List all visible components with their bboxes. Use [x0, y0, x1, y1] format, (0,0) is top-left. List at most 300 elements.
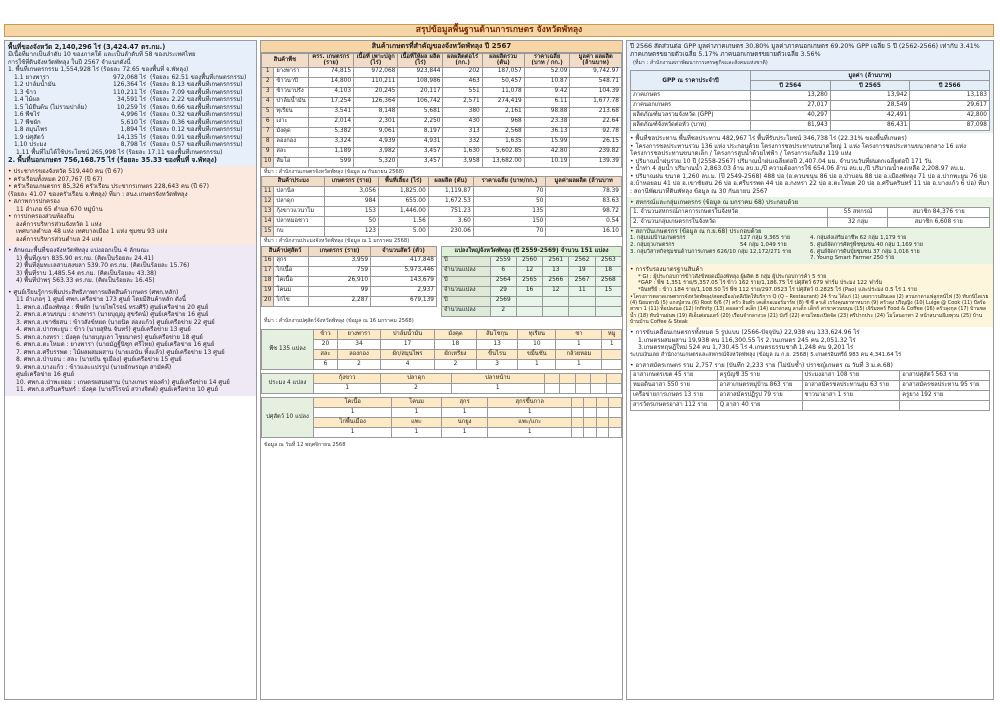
table-cell: 2,568 — [482, 127, 524, 137]
table-cell: 15.99 — [524, 137, 570, 147]
bullet-line: • ปริมาณน้ำฝนรวม 10 ปี (2558-2567) ปริมาณน้ำฝนเฉลี่ยต่อปี 2,407.04 มม. จำนวนวันที่ฝนตกเฉลี่ยต่อปี 171 วัน — [630, 157, 932, 165]
table-cell: 6.11 — [524, 97, 570, 107]
table-row — [262, 384, 622, 394]
center-line: 8. ศพก.อ.ป่าบอน : สละ (นายบัน ชูเมือง) ศูนย์เครือข่าย 15 ศูนย์ — [16, 356, 182, 364]
table-cell: 32 กลุ่ม — [828, 217, 888, 227]
table-cell: 10.87 — [524, 77, 570, 87]
table-row — [262, 296, 437, 306]
table-row — [631, 207, 990, 217]
table-row — [631, 400, 990, 410]
table-cell: 1 — [441, 428, 488, 438]
table-cell: เครือข่ายการเกษตร 13 ราย — [631, 390, 718, 400]
table-cell: โคเนื้อ — [314, 398, 392, 408]
crops-table — [261, 53, 622, 168]
table-row — [262, 374, 622, 384]
local-line: เทศบาลตำบล 48 แห่ง เทศบาลเมือง 1 แห่ง ชุมชน 93 แห่ง — [16, 228, 168, 236]
table-cell: 12 — [543, 286, 569, 296]
table-cell: 50,457 — [482, 77, 524, 87]
table-cell: จำนวนแปลง — [442, 266, 491, 276]
table-cell: 15 — [262, 227, 274, 237]
table-cell: 106,742 — [398, 97, 443, 107]
table-cell: 2563 — [595, 256, 621, 266]
table-cell: 6 — [314, 360, 338, 370]
table-cell: 2. จำนวนกลุ่มเกษตรกรในจังหวัด — [631, 217, 828, 227]
table-cell: 313 — [443, 127, 482, 137]
source-note: ข้อมูล ณ วันที่ 12 พฤศจิกายน 2568 — [264, 442, 346, 448]
table-cell — [591, 384, 606, 394]
table-cell: สมาชิก 6,608 ราย — [888, 217, 990, 227]
livestock-table — [261, 246, 437, 307]
ag-item-percent: (ร้อยละ 0.91 ของพื้นที่เกษตรกรรม) — [150, 133, 243, 141]
table-cell: ผลิตภัณฑ์จังหวัดต่อหัว (บาท) — [631, 121, 751, 131]
table-cell: 26,910 — [309, 276, 371, 286]
table-cell: 1 — [488, 428, 572, 438]
table-cell: ปาล์มน้ำมัน — [274, 97, 308, 107]
ag-item-name: 1.9 ปศุสัตว์ — [14, 133, 44, 141]
group-count — [740, 249, 810, 256]
table-header-row — [262, 177, 622, 187]
ag-item-value: 4,996 ไร่ — [120, 111, 146, 119]
gpp-year: ปี 2565 — [830, 81, 910, 91]
ag-list — [8, 74, 253, 149]
table-cell: 11 — [569, 286, 595, 296]
table-cell — [543, 306, 569, 316]
table-cell: 123 — [325, 227, 379, 237]
table-cell: 2561 — [543, 256, 569, 266]
cert-gap: *GAP : พืช 1,351 ราย/5,357.05 ไร่ ข้าว 162 ราย/1,186.75 ไร่ ปศุสัตว์ 679 ฟาร์ม ประมง 122 ฟาร์ม — [638, 280, 883, 287]
table-cell: 19 — [262, 286, 274, 296]
table-cell: 12 — [516, 266, 542, 276]
table-cell: สารวัตรเกษตรอาสา 112 ราย — [631, 400, 718, 410]
table-cell: 551 — [443, 87, 482, 97]
table-cell: 1 — [441, 408, 488, 418]
bullet-list — [630, 135, 990, 173]
table-cell: อาสาเกษตรเขต 45 ราย — [631, 370, 718, 380]
table-cell — [591, 374, 606, 384]
table-cell — [609, 428, 622, 438]
table-cell: ชาวนาอาสา 1 ราย — [802, 390, 900, 400]
table-cell: กุ้งขาวแวนาไม — [274, 207, 325, 217]
table-cell: 3,959 — [309, 256, 371, 266]
group-name: 3. กลุ่มวิสาหกิจชุมชนด้านการเกษตร 626/10 กลุ่ม 12,172/271 ราย — [630, 248, 792, 255]
local-line: องค์การบริหารส่วนตำบล 24 แห่ง — [16, 235, 103, 243]
table-cell: 29 — [490, 286, 516, 296]
table-cell: 599 — [308, 157, 353, 167]
table-cell: ข้าวนาปี — [274, 77, 308, 87]
table-cell: สมาชิก 84,376 ราย — [888, 207, 990, 217]
table-row — [262, 360, 622, 370]
table-cell: 74,815 — [308, 67, 353, 77]
local-line: องค์การบริหารส่วนจังหวัด 1 แห่ง — [16, 220, 102, 228]
table-row — [262, 286, 437, 296]
table-cell: 2,014 — [308, 117, 353, 127]
table-cell: ปี — [442, 256, 491, 266]
table-cell: 3,457 — [398, 147, 443, 157]
group-name: 1. กลุ่มแม่บ้านเกษตรกร — [630, 235, 686, 242]
table-cell: ภาคเกษตร — [631, 91, 751, 101]
cert-org: *อินทรีย์ : ข้าว 184 ราย/1,108.50 ไร่ พืช 112 ราย/297.0523 ไร่ ปศุสัตว์ 0.2825 ไร่ (Pao) และประมง 0.5 ไร่ 1 ราย — [638, 287, 917, 294]
mach-title: • การขับเคลื่อนเกษตรกรทั้งหมด 5 รูปแบบ (2566-ปัจจุบัน) 22,938 คน 133,624.96 ไร่ — [630, 329, 860, 337]
table-cell: 463 — [443, 77, 482, 87]
bullet-line: • โครงการชลประทานรวม 136 แห่ง ประกอบด้วย โครงการชลประทานขนาดใหญ่ 1 แห่ง โครงการชลประทานขนาดกลาง 16 แห่ง โครงการชลประทานขนาดเล็ก / โครงการสูบน้ำด้วยไฟฟ้า / โครงการแก้มลิง 119 แห่ง — [630, 142, 967, 158]
ag-item-name: 1.1 ยางพารา — [14, 73, 50, 81]
table-header: เนื้อที่ เพาะปลูก (ไร่) — [354, 53, 398, 67]
bullet-line: • น้ำท่า 4 ลุ่มน้ำ ปริมาณน้ำ 2,863.03 ล้าน ลบ.ม./ปี ความต้องการใช้ 654.06 ล้าน ลบ.ม./ปี ปริมาณน้ำคงเหลือ 2,208.97 ลบ.ม. — [630, 165, 966, 173]
admin-title: • สภาพการปกครอง — [8, 198, 60, 206]
table-cell: 1,672.53 — [428, 197, 473, 207]
table-cell: 5,382 — [308, 127, 353, 137]
population-line: • ครัวเรือนทั้งหมด 207,767 (ปี 67) — [8, 175, 103, 183]
table-cell: 2564 — [490, 276, 516, 286]
ag-item-percent: (ร้อยละ 0.36 ของพื้นที่เกษตรกรรม) — [150, 118, 243, 126]
table-cell: 12 — [262, 197, 274, 207]
table-row — [262, 107, 622, 117]
ag-item-name: 1.3 ข้าว — [14, 88, 37, 96]
table-cell: อาสาสมัครชลประทาน 95 ราย — [900, 380, 990, 390]
table-cell: 2,937 — [371, 286, 437, 296]
group-line — [630, 255, 990, 262]
table-cell: 5,602.85 — [482, 147, 524, 157]
table-cell: 55 สหกรณ์ — [828, 207, 888, 217]
table-cell: 13 — [476, 340, 517, 350]
table-row — [631, 370, 990, 380]
table-cell: 230.06 — [428, 227, 473, 237]
table-cell: 2,301 — [354, 117, 398, 127]
table-cell — [560, 374, 575, 384]
table-header: มูลค่า ผลผลิต (ล้านบาท) — [570, 53, 622, 67]
table-cell: 3,056 — [325, 187, 379, 197]
table-cell — [802, 400, 900, 410]
source-note: ที่มา : สำนักงานปศุสัตว์จังหวัดพัทลุง (ข้อมูล ณ 16 มกราคม 2568) — [264, 317, 414, 324]
table-header-row — [262, 53, 622, 67]
table-cell: 2567 — [569, 276, 595, 286]
table-cell: 104.39 — [570, 87, 622, 97]
rain-text: • ปริมาณฝน ขนาด 1,260 ลบ.ม. (ปี 2549-2568) 488 บ่อ (อ.ควนขนุน 86 บ่อ อ.ป่าบอน 88 บ่อ อ.เมืองพัทลุง 71 บ่อ อ.ปากพะยูน 76 บ่อ อ.บ้าหอยอม 41 บ่อ อ.เขาชัยสน 26 บ่อ อ.ศรีบรรพต 44 บ่อ อ.กงหรา 22 บ่อ อ.ตะโหมด 20 บ่อ อ.ศรีนครินทร์ 11 บ่อ อ.บางแก้ว 6 บ่อ) ที่มา : สถานีพัฒนาที่ดินพัทลุง ข้อมูล ณ 30 กันยายน 2567 — [630, 172, 990, 195]
table-cell: 70 — [473, 187, 546, 197]
table-cell — [560, 384, 575, 394]
ag-item — [8, 111, 253, 119]
table-cell: 3,958 — [443, 157, 482, 167]
table-row — [631, 91, 990, 101]
group-name: 2. กลุ่มยุวเกษตรกร — [630, 241, 675, 248]
ag-item-name: 1.6 พืชไร่ — [14, 111, 40, 119]
table-cell — [516, 296, 542, 306]
ag-item-percent: (ร้อยละ 8.13 ของพื้นที่เกษตรกรรม) — [150, 81, 243, 89]
table-header: ผลผลิตรวม (ตัน) — [482, 53, 524, 67]
table-row — [262, 197, 622, 207]
table-cell: 1. จำนวนสหกรณ์ภาคการเกษตรในจังหวัด — [631, 207, 828, 217]
table-cell: 13 — [262, 207, 274, 217]
table-cell: ปลาหมอชาว — [274, 217, 325, 227]
table-cell: 3,541 — [308, 107, 353, 117]
crops-title: สินค้าเกษตรที่สำคัญของจังหวัดพัทลุง ปี 2567 — [261, 41, 622, 53]
group-other: 6. ศูนย์จัดการดินปุ๋ยชุมชน 37 กลุ่ม 1,016 ราย — [810, 248, 920, 255]
table-cell: ลองกอง — [337, 350, 380, 360]
table-cell: 17 — [262, 266, 274, 276]
table-cell: 50 — [473, 197, 546, 207]
table-cell — [596, 408, 608, 418]
ag-item-percent: (ร้อยละ 7.09 ของพื้นที่เกษตรกรรม) — [150, 88, 243, 96]
right-column — [626, 40, 994, 700]
table-cell: 5,973,446 — [371, 266, 437, 276]
table-cell: 92.78 — [570, 127, 622, 137]
table-row — [262, 187, 622, 197]
table-row — [262, 127, 622, 137]
table-cell: 28,549 — [830, 101, 910, 111]
table-cell: 1 — [392, 428, 441, 438]
table-cell: 3.60 — [428, 217, 473, 227]
ag-item — [8, 141, 253, 149]
table-cell: โคนม — [392, 398, 441, 408]
vol-title: • อาสาสมัครเกษตร รวม 2,757 ราย (บันทึก 2,233 ราย (ไม่นับซ้ำ) ปราชญ์เกษตร ณ วันที่ 3 ม.ค.68) — [630, 362, 893, 370]
table-cell: มังคุด — [435, 330, 477, 340]
gpp-source: (ที่มา : สำนักงานสภาพัฒนาการเศรษฐกิจและสังคมแห่งชาติ) — [633, 59, 768, 66]
table-row — [262, 330, 622, 340]
center-line: 10. ศพก.อ.ป่าพะยอม : เกษตรผสมผสาน (นางเกษร ทองคำ) ศูนย์เครือข่าย 14 ศูนย์ — [16, 378, 230, 386]
table-cell: 153 — [325, 207, 379, 217]
table-row — [262, 350, 622, 360]
table-cell: 2 — [435, 360, 477, 370]
table-cell: 213.68 — [570, 107, 622, 117]
table-cell — [606, 374, 622, 384]
table-cell: ยางพารา — [274, 67, 308, 77]
table-cell: ภาคนอกเกษตร — [631, 101, 751, 111]
mach-line: 3.เกษตรทฤษฎีใหม่ 524 คน 1,730.45 ไร่ 4.เกษตรธรรมชาติ 1,248 คน 9,201 ไร่ — [638, 344, 854, 352]
table-cell: ข้าว — [314, 330, 338, 340]
table-row — [262, 256, 437, 266]
table-cell: 126,364 — [354, 97, 398, 107]
table-row — [262, 266, 437, 276]
table-cell: 18 — [435, 340, 477, 350]
table-row — [262, 276, 437, 286]
table-cell: 20 — [314, 340, 338, 350]
table-cell: 9.42 — [524, 87, 570, 97]
group-line — [630, 242, 990, 249]
table-cell: 9 — [262, 147, 274, 157]
table-cell: ผัก/สมุนไพร — [381, 350, 435, 360]
population-line: • ครัวเรือนเกษตรกร 85,326 ครัวเรือน ประชากรเกษตร 228,643 คน (ปี 67) — [8, 183, 209, 191]
table-header: สินค้าประมง — [262, 177, 325, 187]
ag-item-percent: (ร้อยละ 2.22 ของพื้นที่เกษตรกรรม) — [150, 96, 243, 104]
ag-item-name: 1.8 สมุนไพร — [14, 126, 48, 134]
table-cell: ครูยาง 192 ราย — [900, 390, 990, 400]
table-cell: ส้มโอ — [274, 157, 308, 167]
gpp-year: ปี 2564 — [751, 81, 831, 91]
table-cell: 11,078 — [482, 87, 524, 97]
center-line: 4. ศพก.อ.ปากพะยูน : ข้าว (นายสุทิน จันทร์) ศูนย์เครือข่าย 13 ศูนย์ — [16, 326, 191, 334]
table-row — [631, 217, 990, 227]
table-cell: 972,068 — [354, 67, 398, 77]
table-cell: 8,197 — [398, 127, 443, 137]
table-cell — [571, 398, 583, 408]
table-cell: 22.64 — [570, 117, 622, 127]
table-row — [631, 111, 990, 121]
table-cell — [544, 384, 559, 394]
table-cell: จำนวนแปลง — [442, 286, 491, 296]
table-cell: 83.63 — [546, 197, 622, 207]
table-cell: 1 — [488, 408, 572, 418]
table-cell: ขมิ้นชัน — [518, 350, 556, 360]
table-row — [262, 418, 622, 428]
table-cell: 380 — [443, 107, 482, 117]
table-cell: 3,324 — [308, 137, 353, 147]
gpp-table — [630, 70, 990, 131]
table-cell — [571, 428, 583, 438]
center-line: 11. ศพก.อ.ศรีนครินทร์ : มังคุด (นายรีโรจน์ สว่างจิตต์) ศูนย์เครือข่าย 10 ศูนย์ — [16, 386, 219, 394]
table-cell: 968 — [482, 117, 524, 127]
table-cell: 17,254 — [308, 97, 353, 107]
table-cell: 23.38 — [524, 117, 570, 127]
table-cell: กบ — [274, 227, 325, 237]
table-cell: 417,848 — [371, 256, 437, 266]
table-cell: 2566 — [543, 276, 569, 286]
large-plot-title: แปลงใหญ่จังหวัดพัทลุง (ปี 2559-2569) จำนวน 151 แปลง — [442, 246, 622, 256]
table-cell — [571, 418, 583, 428]
table-cell: ประมงอาสา 108 ราย — [802, 370, 900, 380]
table-cell — [516, 306, 542, 316]
table-cell: 8,148 — [354, 107, 398, 117]
table-cell: 1,630 — [443, 147, 482, 157]
table-cell: ปลานิล — [274, 187, 325, 197]
table-cell: 4 — [262, 97, 274, 107]
table-cell: 655.00 — [379, 197, 429, 207]
source-note: ที่มา : สำนักงานประมงจังหวัดพัทลุง (ข้อมูล ณ 1 มกราคม 2568) — [264, 238, 410, 244]
table-cell: ชา — [556, 330, 602, 340]
table-row — [442, 296, 622, 306]
group-count: 127 กลุ่ม 9,365 ราย — [740, 235, 791, 242]
table-cell: 548.71 — [570, 77, 622, 87]
group-line — [630, 249, 990, 256]
table-row — [262, 207, 622, 217]
area-note: การใช้ที่ดินจังหวัดพัทลุง ในปี 2567 จำแนกดังนี้ — [8, 58, 131, 66]
table-cell: 0.54 — [546, 217, 622, 227]
table-cell — [584, 418, 596, 428]
table-cell: 3,457 — [398, 157, 443, 167]
table-row — [442, 266, 622, 276]
table-cell: 187,057 — [482, 67, 524, 77]
table-cell: 19 — [569, 266, 595, 276]
table-header: สินค้าพืช — [262, 53, 309, 67]
table-cell: 99 — [309, 286, 371, 296]
table-cell: 1 — [451, 384, 544, 394]
table-cell: 1 — [602, 340, 622, 350]
page-title: สรุปข้อมูลพื้นฐานด้านการเกษตร จังหวัดพัทลุง — [4, 24, 994, 37]
table-cell: โคเนื้อ — [274, 276, 309, 286]
table-cell: 2562 — [569, 256, 595, 266]
table-cell: 1 — [314, 408, 392, 418]
gpp-section — [627, 41, 993, 133]
population-line: (ร้อยละ 41.07 ของครัวเรือน จ.พัทลุง) ที่มา : สนง.เกษตรจังหวัดพัทลุง — [8, 190, 188, 198]
table-cell: 16 — [516, 286, 542, 296]
table-header: ราคาเฉลี่ย (บาท/กก.) — [473, 177, 546, 187]
table-header: มูลค่าผลผลิต (ล้านบาท — [546, 177, 622, 187]
center-line: 3. ศพก.อ.เขาชัยสน : ข้าวสังข์หยด (นายนิด ล่องแก้ว) ศูนย์เครือข่าย 22 ศูนย์ — [16, 318, 215, 326]
group-other: 4. กลุ่มส่งเสริมอาชีพ 62 กลุ่ม 1,179 ราย — [810, 235, 907, 242]
center-line: 7. ศพก.อ.ศรีบรรพต : ไม้ผลผสมผสาน (นายเอนัน ทิ้งแล้ว) ศูนย์เครือข่าย 13 ศูนย์ — [16, 348, 225, 356]
table-row — [262, 428, 622, 438]
table-cell: 150 — [473, 217, 546, 227]
table-cell: ปาล์มน้ำมัน — [381, 330, 435, 340]
table-cell: 4,931 — [398, 137, 443, 147]
table-cell: แพะ — [392, 418, 441, 428]
table-row — [442, 256, 622, 266]
table-cell: 13,942 — [830, 91, 910, 101]
table-row — [262, 398, 622, 408]
table-cell: สุกร — [274, 256, 309, 266]
table-cell: 17 — [381, 340, 435, 350]
plot-group-label: พืช 135 แปลง — [262, 330, 314, 370]
left-column — [4, 40, 257, 700]
table-row — [262, 217, 622, 227]
geo-line: 2) พื้นที่ลุ่มทะเลสาบสงขลา 539.70 ตร.กม. (คิดเป็นร้อยละ 15.76) — [16, 262, 190, 270]
table-cell: 1 — [556, 340, 602, 350]
geography-section — [5, 245, 256, 287]
table-cell: 5,320 — [354, 157, 398, 167]
table-cell: 430 — [443, 117, 482, 127]
table-cell: 2 — [337, 360, 380, 370]
cert-gi: * GI : ผู้ประกอบการข้าวสังข์หยดเมืองพัทลุง ผู้ผลิต 8 กลุ่ม ผู้ประกอบการค้า 5 ราย — [638, 273, 827, 280]
ag-item — [8, 126, 253, 134]
ag-item-percent: (ร้อยละ 0.66 ของพื้นที่เกษตรกรรม) — [150, 103, 243, 111]
geo-title: • ลักษณะพื้นที่ของจังหวัดพัทลุง แบ่งออกเป็น 4 ลักษณะ — [8, 247, 150, 255]
table-row — [262, 97, 622, 107]
table-cell — [584, 408, 596, 418]
table-cell — [543, 296, 569, 306]
area-title: พื้นที่ของจังหวัด 2,140,296 ไร่ (3,424.47 ตร.กม.) — [8, 43, 166, 51]
ag-item-name: 1.4 ไม้ผล — [14, 96, 40, 104]
group-line — [630, 235, 990, 242]
local-list — [8, 221, 253, 244]
table-cell: อาสาสมัครปฏิรูป 79 ราย — [717, 390, 802, 400]
table-cell: 87,098 — [910, 121, 990, 131]
center-line: 6. ศพก.อ.ตะโหมด : ยางพารา (นายมัฎฐิ์นิซุก ศรีไทย) ศูนย์เครือข่าย 16 ศูนย์ — [16, 341, 215, 349]
table-cell: 1 — [518, 360, 556, 370]
table-cell: จำนวนแปลง — [442, 306, 491, 316]
source-note: ที่มา : สำนักงานเกษตรจังหวัดพัทลุง (ข้อมูล ณ กันยายน 2568) — [264, 168, 405, 175]
livestock-row — [261, 246, 622, 317]
table-cell: 1,825.00 — [379, 187, 429, 197]
groups-title: • สถาบันเกษตรกร (ข้อมูล ณ ก.ย.68) ประกอบด้วย — [630, 227, 762, 235]
center-line: 2. ศพก.อ.ควนขนุน : ยางพารา (นายบุญญู สุขรัตน์) ศูนย์เครือข่าย 16 ศูนย์ — [16, 311, 209, 319]
coop-title: • สหกรณ์และกลุ่มเกษตรกร (ข้อมูล ณ มกราคม 68) ประกอบด้วย — [630, 199, 799, 207]
table-cell: 13 — [543, 266, 569, 276]
table-cell — [602, 360, 622, 370]
table-cell — [571, 408, 583, 418]
table-cell: ปลาดุก — [381, 374, 451, 384]
population-list — [8, 168, 253, 198]
geo-line: 1) พื้นที่ภูเขา 835.90 ตร.กม. (คิดเป็นร้อยละ 24.41) — [16, 254, 154, 262]
table-cell: 16 — [262, 256, 274, 266]
table-cell: ครูบัญชี 35 ราย — [717, 370, 802, 380]
table-cell: 2568 — [595, 276, 621, 286]
table-cell: ไก่พื้นเมือง — [314, 418, 392, 428]
table-row — [631, 121, 990, 131]
geo-list — [8, 255, 253, 285]
table-cell: หมู — [602, 330, 622, 340]
large-plot-table — [441, 246, 622, 317]
ag-item-percent: (ร้อยละ 0.12 ของพื้นที่เกษตรกรรม) — [150, 126, 243, 134]
plot-group-table — [261, 329, 622, 370]
table-cell: 1 — [314, 384, 381, 394]
volunteer-section — [627, 360, 993, 413]
table-cell: 3,982 — [354, 147, 398, 157]
table-cell: 6 — [490, 266, 516, 276]
table-cell: กล้วยหอม — [556, 350, 602, 360]
table-cell: 2,161 — [482, 107, 524, 117]
plot-group-label: ปศุสัตว์ 10 แปลง — [262, 398, 314, 438]
table-cell: 26.15 — [570, 137, 622, 147]
table-cell: สละ — [274, 147, 308, 157]
